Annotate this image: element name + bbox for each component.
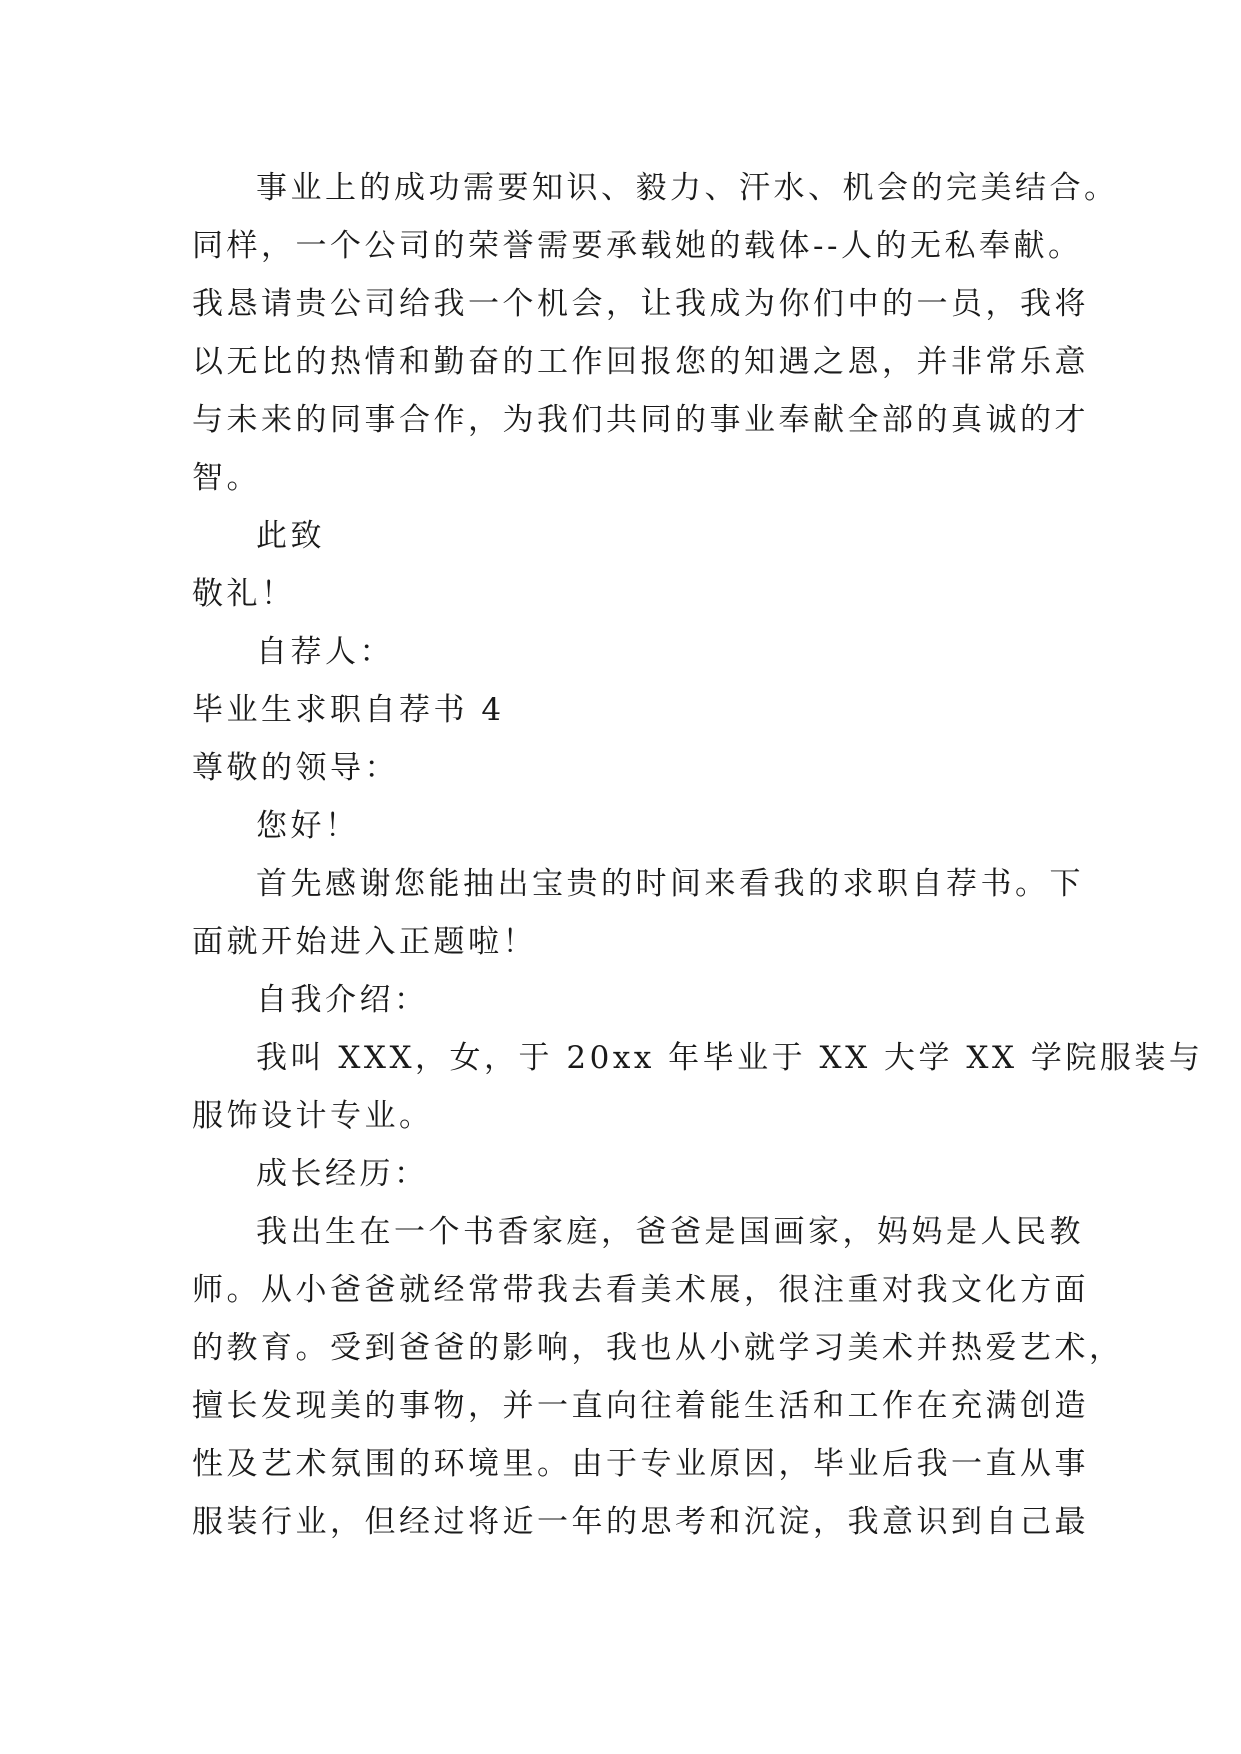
closing-salutation: 此致 — [256, 518, 325, 554]
section-title: 毕业生求职自荐书 4 — [192, 692, 505, 728]
paragraph-line: 我叫 XXX，女，于 20xx 年毕业于 XX 大学 XX 学院服装与 — [256, 1040, 1204, 1076]
paragraph-line: 与未来的同事合作，为我们共同的事业奉献全部的真诚的才 — [192, 402, 1089, 438]
paragraph-line: 服装行业，但经过将近一年的思考和沉淀，我意识到自己最 — [192, 1504, 1089, 1540]
paragraph-line: 我出生在一个书香家庭，爸爸是国画家，妈妈是人民教 — [256, 1214, 1084, 1250]
paragraph-line: 服饰设计专业。 — [192, 1098, 434, 1134]
paragraph-line: 同样，一个公司的荣誉需要承载她的载体--人的无私奉献。 — [192, 228, 1083, 264]
signature-label: 自荐人： — [256, 634, 394, 670]
greeting-recipient: 尊敬的领导： — [192, 750, 399, 786]
paragraph-line: 性及艺术氛围的环境里。由于专业原因，毕业后我一直从事 — [192, 1446, 1089, 1482]
paragraph-line: 智。 — [192, 460, 261, 496]
paragraph-line: 擅长发现美的事物，并一直向往着能生活和工作在充满创造 — [192, 1388, 1089, 1424]
paragraph-line: 我恳请贵公司给我一个机会，让我成为你们中的一员，我将 — [192, 286, 1089, 322]
paragraph-line: 的教育。受到爸爸的影响，我也从小就学习美术并热爱艺术， — [192, 1330, 1124, 1366]
paragraph-line: 事业上的成功需要知识、毅力、汗水、机会的完美结合。 — [256, 170, 1119, 206]
paragraph-line: 面就开始进入正题啦！ — [192, 924, 537, 960]
greeting: 您好！ — [256, 808, 360, 844]
subheading-introduction: 自我介绍： — [256, 982, 429, 1018]
subheading-background: 成长经历： — [256, 1156, 429, 1192]
paragraph-line: 首先感谢您能抽出宝贵的时间来看我的求职自荐书。下 — [256, 866, 1084, 902]
paragraph-line: 师。从小爸爸就经常带我去看美术展，很注重对我文化方面 — [192, 1272, 1089, 1308]
closing-regards: 敬礼！ — [192, 576, 296, 612]
paragraph-line: 以无比的热情和勤奋的工作回报您的知遇之恩，并非常乐意 — [192, 344, 1089, 380]
